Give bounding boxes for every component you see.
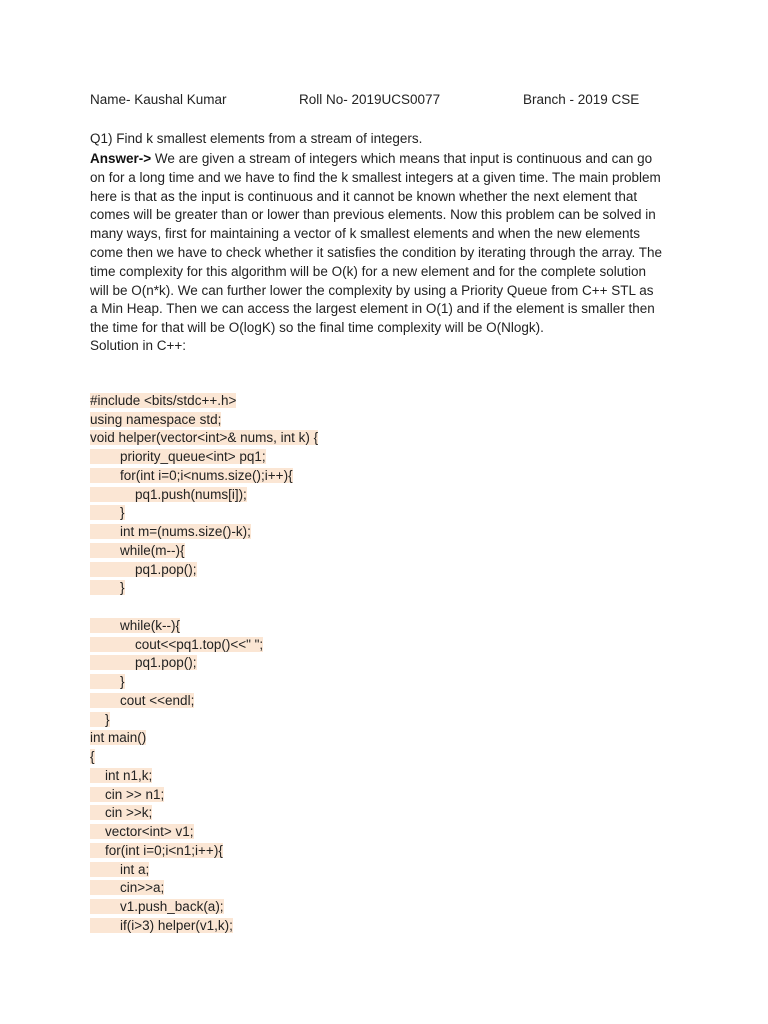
answer-line: here is that as the input is continuous and it cannot be known whether the next element that <box>90 188 638 204</box>
code-line-text: } <box>90 674 125 689</box>
code-line-text: } <box>90 580 125 596</box>
code-line-text: vector<int> v1; <box>90 824 194 839</box>
code-line <box>90 917 690 936</box>
code-line <box>90 654 690 673</box>
code-line <box>90 523 690 542</box>
code-line-text: for(int i=0;i<nums.size();i++){ <box>90 467 293 483</box>
code-line-text: cin >>k; <box>90 805 153 821</box>
code-line-text: } <box>90 711 110 727</box>
code-line <box>90 617 690 636</box>
code-line <box>90 542 690 561</box>
code-line <box>90 411 690 430</box>
code-line <box>90 636 690 655</box>
code-line <box>90 767 690 786</box>
code-line <box>90 879 690 898</box>
code-line-text: cout<<pq1.top()<<" "; <box>90 636 264 652</box>
code-line <box>90 804 690 823</box>
code-line <box>90 748 690 767</box>
code-line-text: while(m--){ <box>90 542 185 558</box>
answer-label: Answer-> <box>90 151 152 166</box>
answer-line: a Min Heap. Then we can access the largest element in O(1) and if the element is smaller then <box>90 301 655 317</box>
code-line-text: #include <bits/stdc++.h> <box>90 392 237 408</box>
code-line-text: void helper(vector<int>& nums, int k) { <box>90 430 319 446</box>
code-line-text: cout <<endl; <box>90 692 195 708</box>
code-line-text: int n1,k; <box>90 767 153 783</box>
question-text: Q1) Find k smallest elements from a stream of integers. <box>90 131 423 146</box>
solution-label: Solution in C++: <box>90 338 187 353</box>
code-line-text: int a; <box>90 861 150 877</box>
student-info-header <box>0 92 768 112</box>
code-line-text: for(int i=0;i<n1;i++){ <box>90 842 223 858</box>
code-line-text: { <box>90 749 95 764</box>
answer-line: the time for that will be O(logK) so the final time complexity will be O(Nlogk). <box>90 320 544 336</box>
code-line-text: pq1.push(nums[i]); <box>90 486 247 502</box>
code-line <box>90 429 690 448</box>
code-line <box>90 448 690 467</box>
code-line-text: } <box>90 505 125 521</box>
code-line-text: pq1.pop(); <box>90 561 197 577</box>
code-line <box>90 561 690 580</box>
code-line <box>90 729 690 748</box>
code-line-text: if(i>3) helper(v1,k); <box>90 917 233 933</box>
code-line-text: priority_queue<int> pq1; <box>90 449 266 464</box>
code-block <box>90 373 690 936</box>
answer-line: time complexity for this algorithm will be O(k) for a new element and for the complete solution <box>90 263 646 279</box>
answer-line <box>90 150 690 169</box>
answer-line-text: We are given a stream of integers which means that input is continuous and can go <box>151 151 653 166</box>
answer-line: come then we have to check whether it satisfies the condition by iterating through the array. The <box>90 244 663 260</box>
code-line <box>90 373 690 392</box>
code-line <box>90 486 690 505</box>
code-line <box>90 692 690 711</box>
branch: Branch - 2019 CSE <box>523 92 640 107</box>
answer-line: comes will be greater than or lower than previous elements. Now this problem can be solved in <box>90 207 656 223</box>
code-line-text: using namespace std; <box>90 411 222 427</box>
code-line <box>90 711 690 730</box>
code-line-text: cin >> n1; <box>90 786 165 802</box>
code-line <box>90 861 690 880</box>
code-line <box>90 842 690 861</box>
answer-line: many ways, first for maintaining a vector of k smallest elements and when the new elements <box>90 226 640 242</box>
code-line <box>90 504 690 523</box>
code-line <box>90 598 690 617</box>
code-line-text: pq1.pop(); <box>90 655 197 671</box>
code-line <box>90 579 690 598</box>
code-line-text: int main() <box>90 730 147 746</box>
code-line <box>90 823 690 842</box>
code-line-text: while(k--){ <box>90 617 181 633</box>
answer-line: will be O(n*k). We can further lower the complexity by using a Priority Queue from C++ STL as <box>90 282 654 298</box>
roll-number: Roll No- 2019UCS0077 <box>299 92 441 107</box>
code-line <box>90 467 690 486</box>
code-line <box>90 673 690 692</box>
code-line <box>90 786 690 805</box>
code-line <box>90 392 690 411</box>
code-line-text: v1.push_back(a); <box>90 899 224 914</box>
code-line <box>90 898 690 917</box>
code-line-text: cin>>a; <box>90 880 165 896</box>
code-line-text: int m=(nums.size()-k); <box>90 524 251 539</box>
student-name: Name- Kaushal Kumar <box>90 92 227 107</box>
answer-line: on for a long time and we have to find the k smallest integers at a given time. The main problem <box>90 169 661 185</box>
answer-paragraph <box>90 150 690 338</box>
